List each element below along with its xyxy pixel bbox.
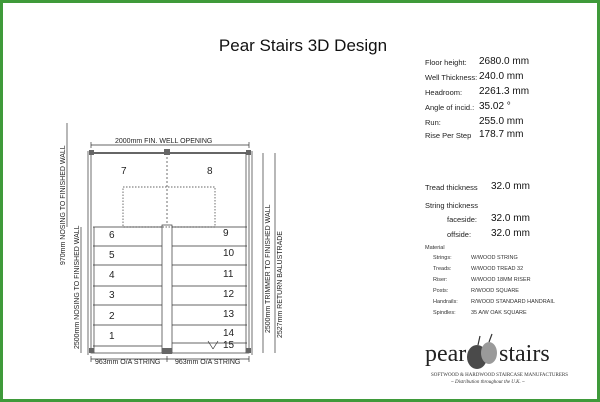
right-string-label: 963mm O/A STRING (175, 359, 241, 366)
logo-tagline-2: ~ Distribution throughout the U.K. ~ (451, 380, 525, 385)
material-label: Strings: (433, 255, 452, 261)
post-cap (246, 150, 251, 155)
step-number: 2 (109, 311, 115, 322)
material-label: Spindles: (433, 310, 456, 316)
trimmer-label: 2500mm TRIMMER TO FINISHED WALL (265, 204, 272, 333)
pear-icon (465, 331, 499, 371)
nosing-970-label: 970mm NOSING TO FINISHED WALL (60, 145, 67, 265)
spec-value-headroom: 2261.3 mm (479, 86, 530, 97)
spec-label-run: Run: (425, 118, 441, 127)
tread-thickness-value: 32.0 mm (491, 181, 530, 192)
tread-thickness-label: Tread thickness (425, 183, 478, 192)
material-value: W/WOOD 18MM RISER (471, 277, 531, 283)
step-number: 1 (109, 331, 115, 342)
post-cap (89, 348, 94, 353)
faceside-value: 32.0 mm (491, 213, 530, 224)
offside-value: 32.0 mm (491, 228, 530, 239)
material-value: R/WOOD SQUARE (471, 288, 519, 294)
faceside-label: faceside: (447, 215, 478, 224)
nosing-2500-label: 2500mm NOSING TO FINISHED WALL (74, 225, 81, 349)
material-value: 35 A/W OAK SQUARE (471, 310, 527, 316)
step-number: 6 (109, 230, 115, 241)
central-newel (162, 225, 172, 353)
material-value: W/WOOD TREAD 32 (471, 266, 524, 272)
step-number: 8 (207, 166, 213, 177)
material-value: R/WOOD STANDARD HANDRAIL (471, 299, 555, 305)
post-cap (164, 149, 170, 155)
step-number: 12 (223, 289, 235, 300)
balustrade-label: 2527mm RETURN BALUSTRADE (277, 231, 284, 338)
logo-word-stairs: stairs (499, 341, 550, 367)
page-title: Pear Stairs 3D Design (218, 36, 388, 55)
post-cap (89, 150, 94, 155)
spec-value-floor-height: 2680.0 mm (479, 56, 530, 67)
logo-tagline: SOFTWOOD & HARDWOOD STAIRCASE MANUFACTURERS (431, 373, 569, 378)
material-label: Handrails: (433, 299, 458, 305)
step-number: 7 (121, 166, 127, 177)
step-number: 10 (223, 248, 235, 259)
post-cap (162, 348, 172, 354)
step-number: 5 (109, 250, 115, 261)
step-number: 11 (223, 269, 234, 280)
materials-heading: Material (425, 245, 445, 251)
step-number: 3 (109, 290, 115, 301)
spec-label-floor-height: Floor height: (425, 58, 467, 67)
spec-label-angle: Angle of incid.: (425, 103, 475, 112)
walkline-arrow (208, 341, 213, 349)
step-number: 9 (223, 228, 229, 239)
spec-value-rise: 178.7 mm (479, 129, 524, 140)
step-number: 15 (223, 340, 235, 351)
material-value: W/WOOD STRING (471, 255, 518, 261)
spec-label-rise: Rise Per Step (425, 131, 472, 140)
left-string-label: 963mm O/A STRING (95, 359, 161, 366)
spec-value-run: 255.0 mm (479, 116, 524, 127)
step-number: 14 (223, 328, 235, 339)
well-opening-label: 2000mm FIN. WELL OPENING (115, 138, 213, 145)
post-cap (246, 348, 251, 353)
step-number: 13 (223, 309, 235, 320)
spec-label-well-thickness: Well Thickness: (425, 73, 478, 82)
string-thickness-label: String thickness (425, 201, 478, 210)
material-label: Posts: (433, 288, 449, 294)
offside-label: offside: (447, 230, 472, 239)
logo-word-pear: pear (425, 341, 467, 367)
step-number: 4 (109, 270, 115, 281)
landing-box (123, 187, 215, 227)
spec-value-angle: 35.02 ° (479, 101, 511, 112)
material-label: Riser: (433, 277, 448, 283)
spec-label-headroom: Headroom: (425, 88, 463, 97)
spec-value-well-thickness: 240.0 mm (479, 71, 524, 82)
material-label: Treads: (433, 266, 452, 272)
